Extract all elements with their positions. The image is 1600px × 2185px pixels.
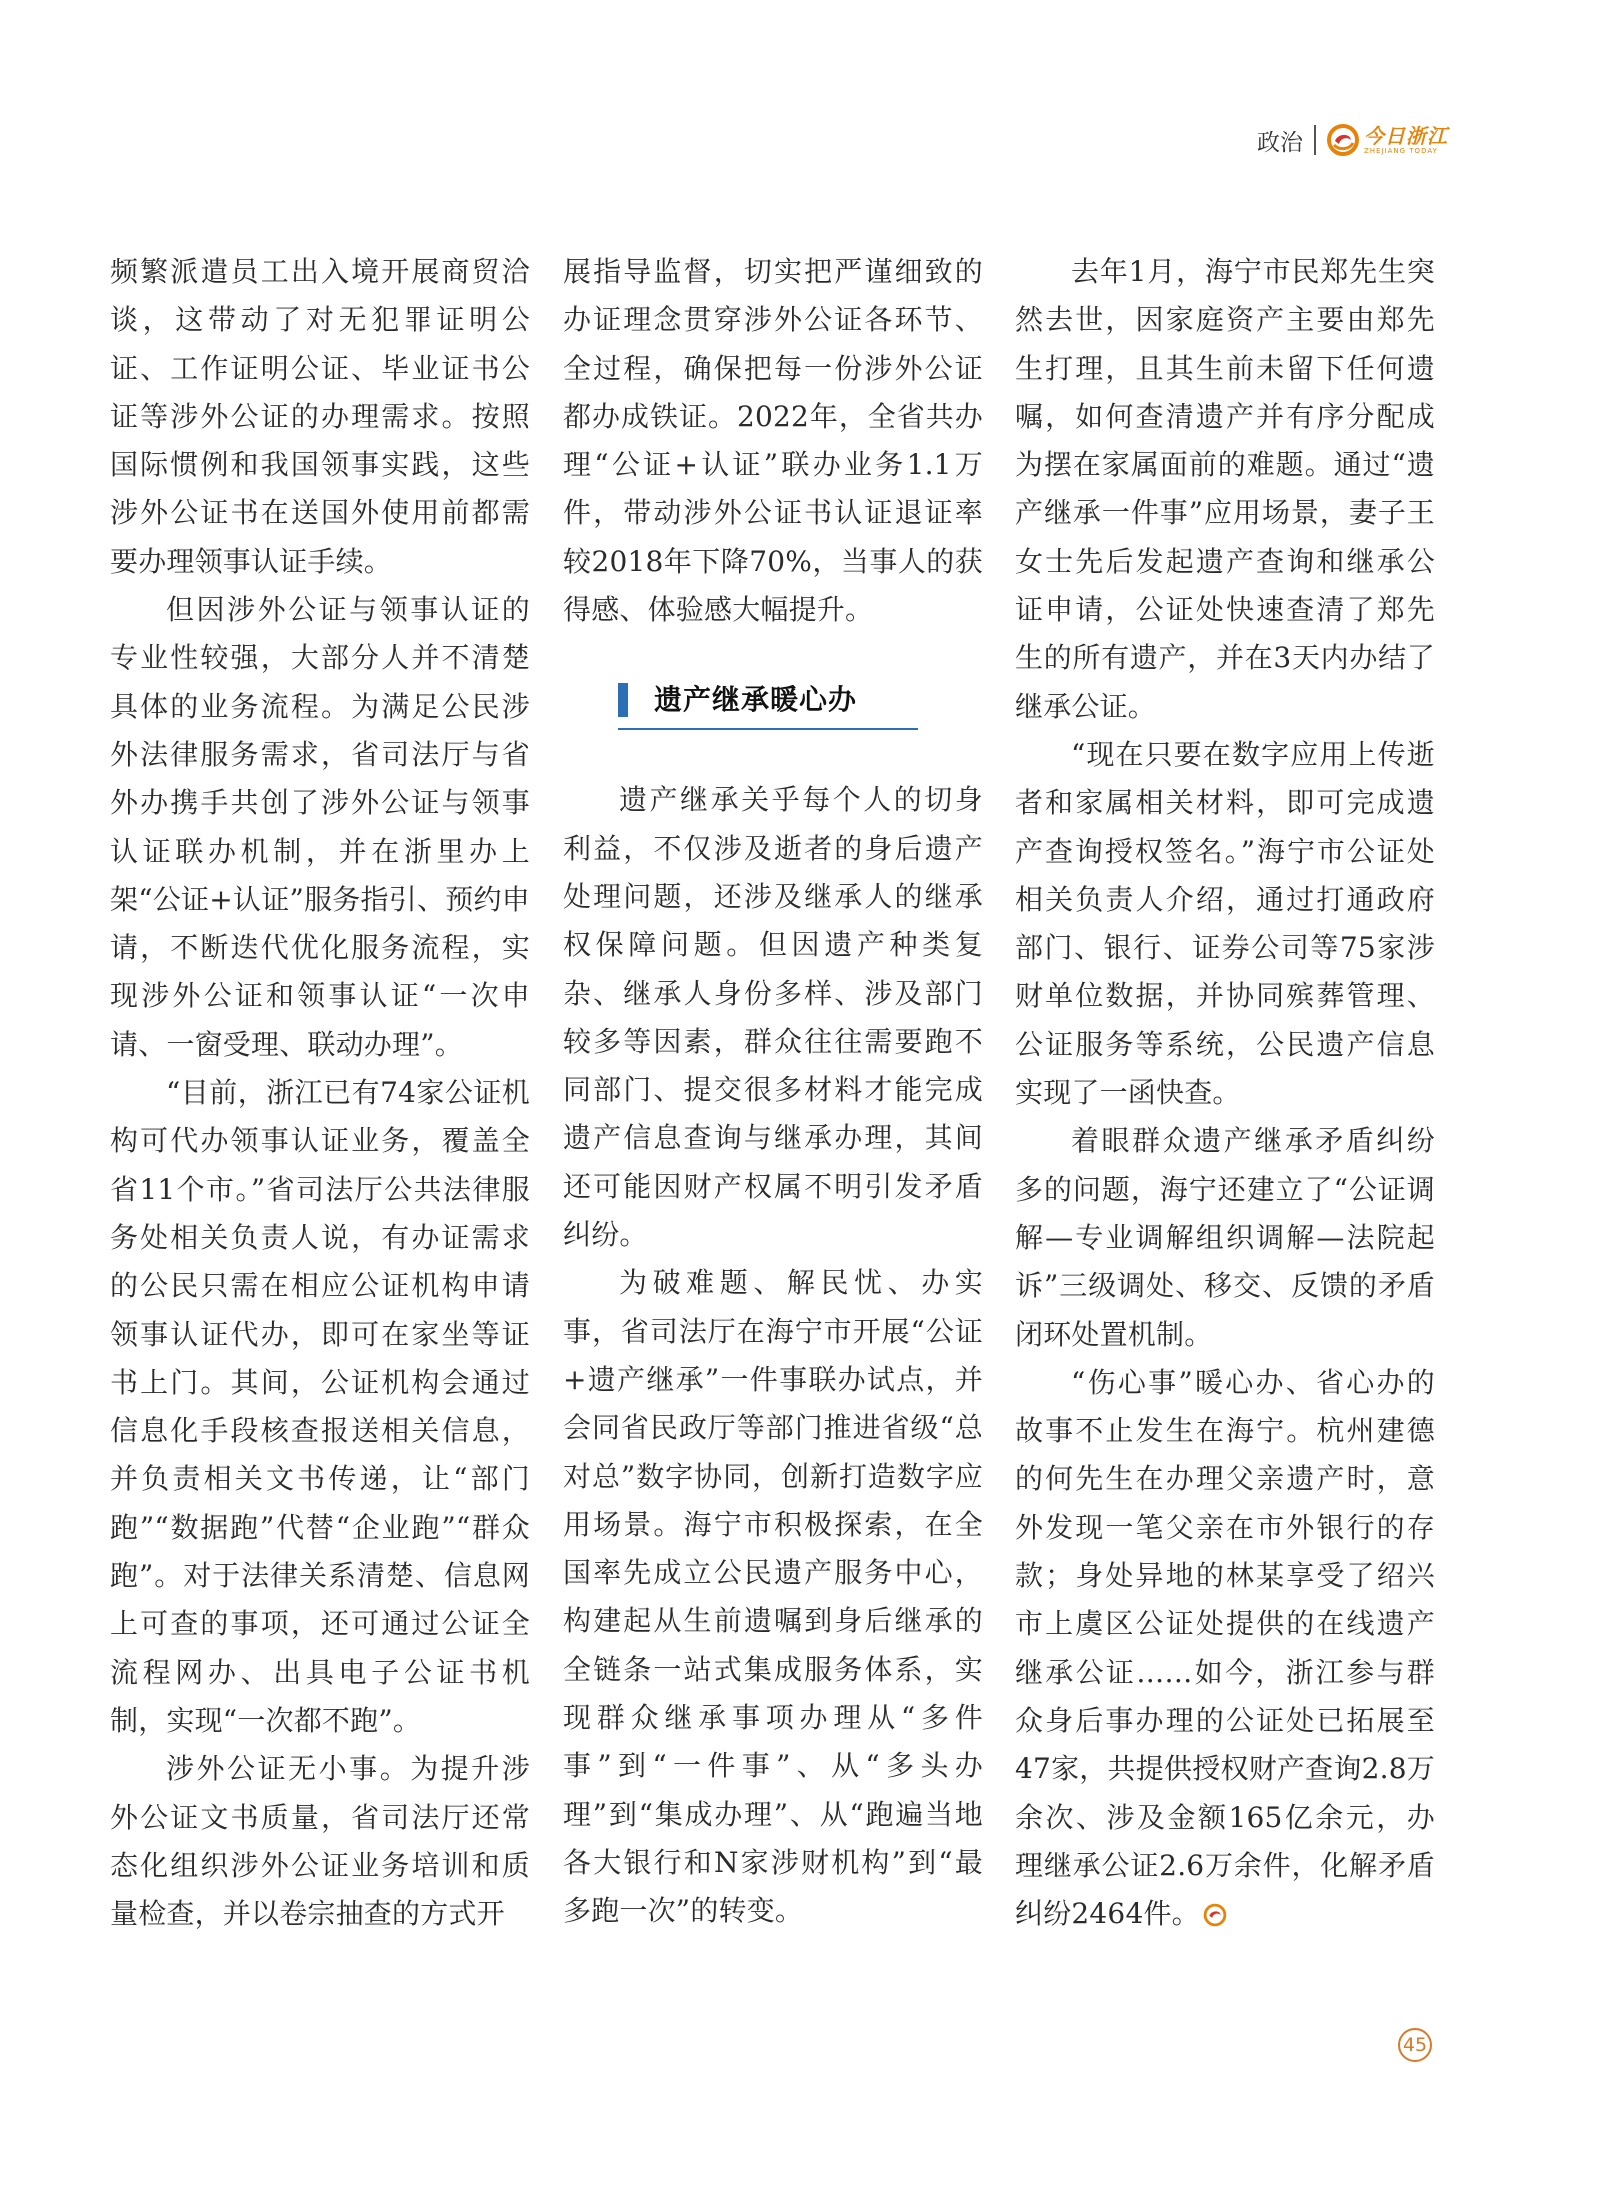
subheading-text: 遗产继承暖心办 [654,683,858,717]
header-divider [1314,125,1316,155]
paragraph: “现在只要在数字应用上传逝者和家属相关材料，即可完成遗产查询授权签名。”海宁市公证处相关负责人介绍，通过打通政府部门、银行、证券公司等75家涉财单位数据，并协同殡葬管理、公证服务等系统，公民遗产信息实现了一函快查。 [1015,737,1435,1110]
paragraph-text: “伤心事”暖心办、省心办的故事不止发生在海宁。杭州建德的何先生在办理父亲遗产时，意外发现一笔父亲在市外银行的存款；身处异地的林某享受了绍兴市上虞区公证处提供的在线遗产继承公证……如今，浙江参与群众身后事办理的公证处已拓展至47家，共提供授权财产查询2.8万余次、涉及金额165亿余元，办理继承公证2.6万余件，化解矛盾纠纷2464件。 [1015,1365,1435,1931]
paragraph: 但因涉外公证与领事认证的专业性较强，大部分人并不清楚具体的业务流程。为满足公民涉外法律服务需求，省司法厅与省外办携手共创了涉外公证与领事认证联办机制，并在浙里办上架“公证+认证”服务指引、预约申请，不断迭代优化服务流程，实现涉外公证和领事认证“一次申请、一窗受理、联动办理”。 [110,593,530,1061]
article-column-2 [563,248,983,1936]
page-number: 45 [1398,2028,1432,2062]
page-header [1257,118,1448,162]
logo-english-name: ZHEJIANG TODAY [1364,146,1438,155]
subheading-accent-bar [618,683,628,717]
section-subheading [618,680,918,720]
paragraph: 遗产继承关乎每个人的切身利益，不仅涉及逝者的身后遗产处理问题，还涉及继承人的继承权保障问题。但因遗产种类复杂、继承人身份多样、涉及部门较多等因素，群众往往需要跑不同部门、提交很多材料才能完成遗产信息查询与继承办理，其间还可能因财产权属不明引发矛盾纠纷。 [563,783,983,1252]
paragraph: 着眼群众遗产继承矛盾纠纷多的问题，海宁还建立了“公证调解—专业调解组织调解—法院起诉”三级调处、移交、反馈的矛盾闭环处置机制。 [1015,1124,1435,1351]
paragraph: “目前，浙江已有74家公证机构可代办领事认证业务，覆盖全省11个市。”省司法厅公共法律服务处相关负责人说，有办证需求的公民只需在相应公证机构申请领事认证代办，即可在家坐等证书上门。其间，公证机构会通过信息化手段核查报送相关信息，并负责相关文书传递，让“部门跑”“数据跑”代替“企业跑”“群众跑”。对于法律关系清楚、信息网上可查的事项，还可通过公证全流程网办、出具电子公证书机制，实现“一次都不跑”。 [110,1076,530,1737]
section-name: 政治 [1257,129,1303,156]
magazine-logo [1326,123,1448,157]
paragraph: 为破难题、解民忧、办实事，省司法厅在海宁市开展“公证+遗产继承”一件事联办试点，并会同省民政厅等部门推进省级“总对总”数字协同，创新打造数字应用场景。海宁市积极探索，在全国率先成立公民遗产服务中心，构建起从生前遗嘱到身后继承的全链条一站式集成服务体系，实现群众继承事项办理从“多件事”到“一件事”、从“多头办理”到“集成办理”、从“跑遍当地各大银行和N家涉财机构”到“最多跑一次”的转变。 [563,1266,983,1928]
paragraph: 涉外公证无小事。为提升涉外公证文书质量，省司法厅还常态化组织涉外公证业务培训和质量检查，并以卷宗抽查的方式开 [110,1752,530,1931]
logo-chinese-name: 今日浙江 [1364,123,1448,148]
logo-swirl-icon [1326,123,1360,157]
subheading-underline [618,728,918,730]
article-column-3 [1015,248,1435,1938]
paragraph-last [1015,1359,1435,1939]
paragraph: 去年1月，海宁市民郑先生突然去世，因家庭资产主要由郑先生打理，且其生前未留下任何遗嘱，如何查清遗产并有序分配成为摆在家属面前的难题。通过“遗产继承一件事”应用场景，妻子王女士先后发起遗产查询和继承公证申请，公证处快速查清了郑先生的所有遗产，并在3天内办结了继承公证。 [1015,255,1435,723]
article-column-1 [110,248,530,1938]
paragraph: 频繁派遣员工出入境开展商贸洽谈，这带动了对无犯罪证明公证、工作证明公证、毕业证书公证等涉外公证的办理需求。按照国际惯例和我国领事实践，这些涉外公证书在送国外使用前都需要办理领事认证手续。 [110,255,530,578]
paragraph: 展指导监督，切实把严谨细致的办证理念贯穿涉外公证各环节、全过程，确保把每一份涉外公证都办成铁证。2022年，全省共办理“公证+认证”联办业务1.1万件，带动涉外公证书认证退证率较2018年下降70%，当事人的获得感、体验感大幅提升。 [563,255,983,627]
end-mark-logo-icon [1203,1903,1227,1927]
